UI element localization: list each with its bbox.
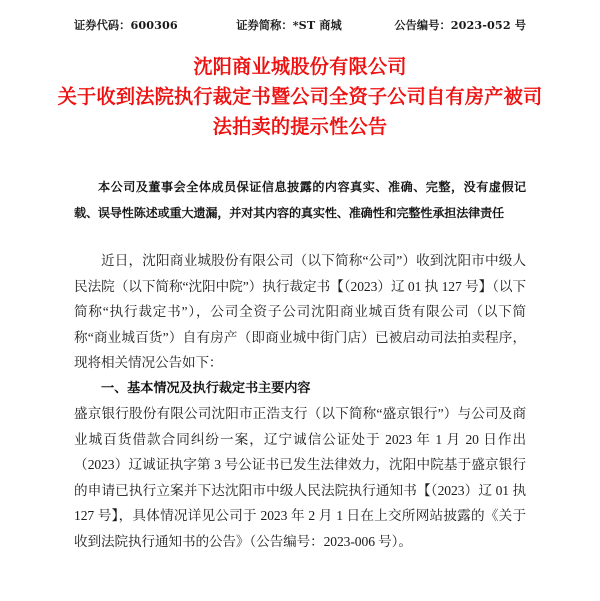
body-paragraph-2: 盛京银行股份有限公司沈阳市正浩支行（以下简称“盛京银行”）与公司及商业城百货借款合同纠纷一案，辽宁诚信公证处于 2023 年 1 月 20 日作出（2023）辽诚证执字第 3 号公证书已发生法律效力，沈阳中院基于盛京银行的申请已执行立案并下达沈阳市中级人民法院执行通知书【（2023）辽 01 执 127 号】，具体情况详见公司于 2023 年 2 月 1 日在上交所网站披露的《关于收到法院执行通知书的公告》（公告编号：2023-006 号）。 (74, 406, 526, 549)
document-header (0, 0, 600, 33)
announcement-title (0, 53, 600, 143)
security-code: 证券代码：600306 (74, 18, 178, 32)
section-heading-1: 一、基本情况及执行裁定书主要内容 (101, 380, 311, 396)
announcement-number: 公告编号：2023-052 号 (394, 18, 526, 32)
title-line-1: 沈阳商业城股份有限公司 (193, 57, 407, 78)
announcement-body (0, 248, 600, 554)
body-paragraph-1: 近日，沈阳商业城股份有限公司（以下简称“公司”）收到沈阳市中级人民法院（以下简称“沈阳中院”）执行裁定书【（2023）辽 01 执 127 号】（以下简称“执行裁定书”），公司全资子公司沈阳商业城百货有限公司（以下简称“商业城百货”）自有房产（即商业城中街门店）已被启动司法拍卖程序，现将相关情况公告如下： (74, 253, 526, 370)
title-line-3: 法拍卖的提示性公告 (212, 117, 388, 138)
title-line-2: 关于收到法院执行裁定书暨公司全资子公司自有房产被司 (57, 87, 543, 108)
security-short-name: 证券简称：*ST 商城 (236, 18, 342, 32)
disclaimer-statement: 本公司及董事会全体成员保证信息披露的内容真实、准确、完整，没有虚假记载、误导性陈述或重大遗漏，并对其内容的真实性、准确性和完整性承担法律责任 (74, 180, 526, 220)
